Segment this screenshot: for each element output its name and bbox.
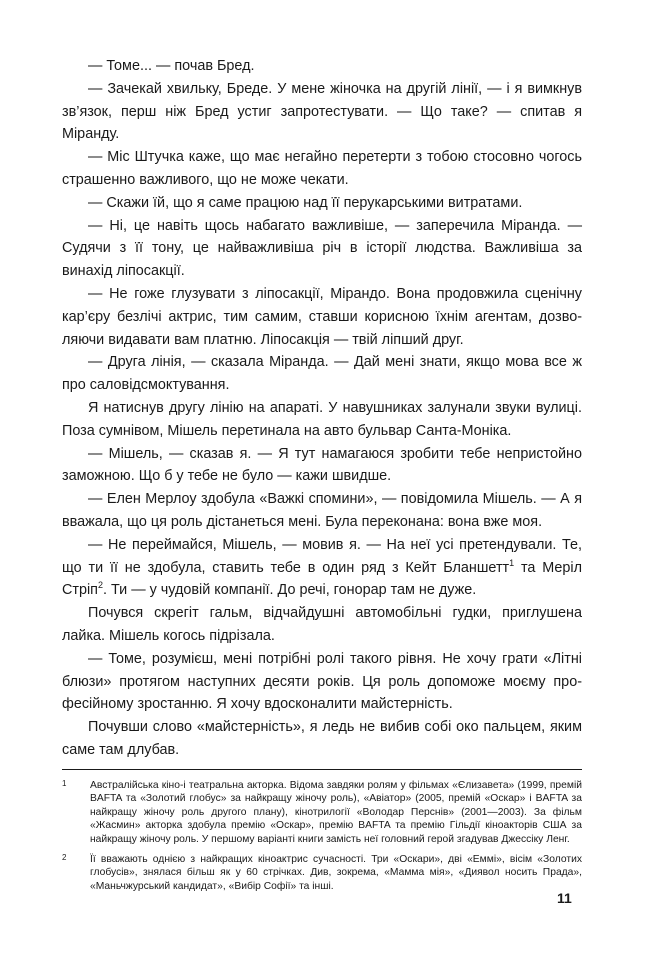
paragraph: Почувши слово «майстерність», я ледь не вибив собі око пальцем, яким саме там длубав. bbox=[62, 719, 582, 758]
paragraph: — Ні, це навіть щось набагато важливіше, — заперечила Міранда. — Судячи з її тону, це найважливіша річ в історії людства. Важливіша за винахід ліпосакції. bbox=[62, 217, 582, 280]
paragraph: — Друга лінія, — сказала Міранда. — Дай мені знати, якщо мова все ж про саловідсмоктування. bbox=[62, 354, 582, 394]
paragraph-text: та Меріл Стріп bbox=[62, 559, 582, 599]
paragraph: — Зачекай хвильку, Бреде. У мене жіночка на другій лінії, — і я вимкнув зв’язок, перш ніж Бред устиг запротестувати. — Що таке? — спитав я Міранду. bbox=[62, 80, 582, 143]
book-page bbox=[62, 55, 582, 899]
paragraph: — Елен Мерлоу здобула «Важкі спомини», — повідомила Мішель. — А я вважала, що ця роль дістанеться мені. Була переконана: вона вже моя. bbox=[62, 491, 582, 530]
footnote-text: Її вважають однією з найкращих кіноактрис сучасності. Три «Оскари», дві «Еммі», вісім «Золотих глобусів», знялася більш як у 60 стрічках. Див, зокрема, «Мамма мія», «Диявол носить Прада», «Маньчжурський кандидат», «Вибір Софії» та інші. bbox=[90, 853, 582, 892]
footnote-mark: 2 bbox=[62, 852, 67, 862]
paragraph: — Міс Штучка каже, що має негайно перетерти з тобою стосовно чогось страшенно важливого, що не може чекати. bbox=[62, 149, 582, 188]
paragraph-text: . Ти — у чудовій компанії. До речі, гонорар там не дуже. bbox=[103, 582, 477, 599]
footnote-mark: 1 bbox=[62, 778, 67, 788]
page-number: 11 bbox=[557, 890, 572, 906]
footnote-ref[interactable]: 1 bbox=[509, 557, 515, 568]
footnote-ref[interactable]: 2 bbox=[97, 580, 103, 591]
paragraph: Я натиснув другу лінію на апараті. У навушниках залунали звуки вулиці. Поза сумнівом, Мішель перетинала на авто бульвар Санта-Моніка. bbox=[62, 399, 582, 439]
body-text bbox=[62, 55, 582, 762]
paragraph: — Томе, розумієш, мені потрібні ролі такого рівня. Не хочу грати «Літні блюзи» протягом наступних десяти років. Ця роль допоможе моєму професійному зростанню. Я хочу вдосконалити майстерність. bbox=[62, 650, 582, 713]
paragraph: — Скажи їй, що я саме працюю над її перукарськими витратами. bbox=[88, 194, 523, 211]
footnotes bbox=[62, 779, 582, 894]
footnote-text: Австралійська кіно-і театральна акторка. Відома завдяки ролям у фільмах «Єлизавета» (1999, премій BAFTA та «Золотий глобус» за найкращу жіночу роль), «Авіатор» (2005, премій «Оскар» і BAFTA за найкращу жіночу роль другого плану), кінотрилогії «Володар Перснів» (2001—2003). За фільм «Жасмин» акторка здобула премію «Оскар», премію BAFTA та премію Гільдії кіноакторів США за найкращу жіночу роль. У першому варіанті книги замість неї головний герой згадував Джессіку Ленг. bbox=[90, 779, 582, 846]
footnote-divider bbox=[62, 769, 582, 770]
paragraph: Почувся скрегіт гальм, відчайдушні автомобільні гудки, приглушена лайка. Мішель когось підрізала. bbox=[62, 605, 582, 644]
footnote bbox=[62, 779, 582, 847]
footnote bbox=[62, 853, 582, 894]
paragraph-with-footnote-refs bbox=[62, 534, 582, 602]
paragraph: — Томе... — почав Бред. bbox=[88, 58, 255, 74]
paragraph: — Мішель, — сказав я. — Я тут намагаюся зробити тебе непристойно заможною. Що б у тебе не було — кажи швидше. bbox=[62, 445, 582, 485]
paragraph-text: — Не переймайся, Мішель, — мовив я. — На неї усі претендували. Те, що ти її не здобула, ставить тебе в один ряд з Кейт Бланшетт bbox=[62, 536, 582, 576]
paragraph: — Не гоже глузувати з ліпосакції, Мірандо. Вона продовжила сценічну кар’єру безлічі актрис, тим самим, ставши корисною їхнім агентам, дозволяючи видавати вам платню. Ліпосакція — твій ліпший друг. bbox=[62, 285, 582, 348]
